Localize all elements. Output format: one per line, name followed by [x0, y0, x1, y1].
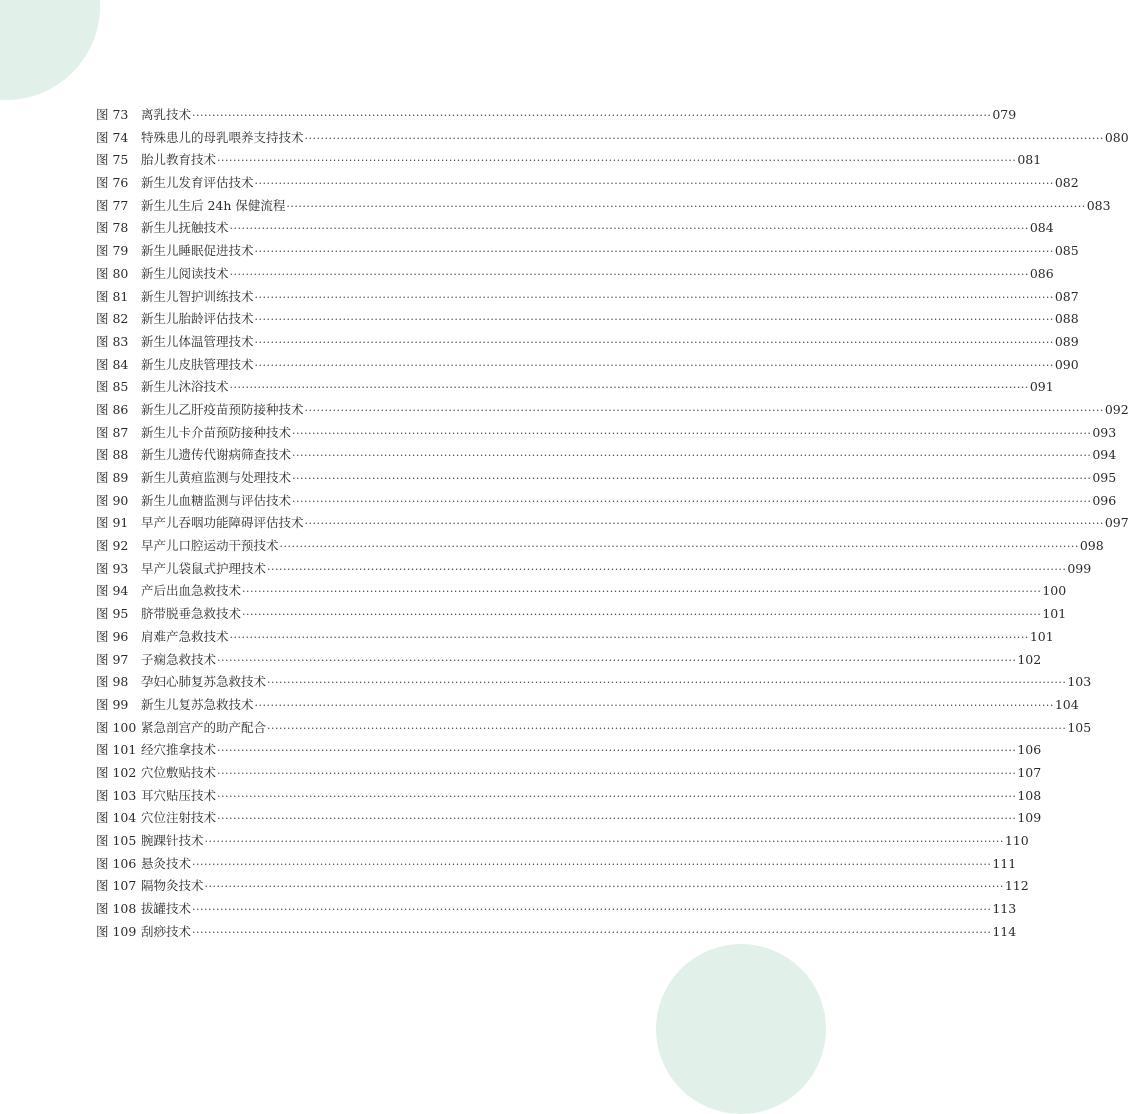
dot-leader: ········································································································································································································ — [267, 676, 1067, 690]
figure-number: 图 83 — [96, 333, 129, 349]
entry-title: 新生儿发育评估技术 — [141, 175, 254, 191]
dot-leader: ········································································································································································································ — [254, 358, 1054, 372]
entry-title: 胎儿教育技术 — [141, 152, 217, 168]
toc-entry[interactable] — [96, 308, 1079, 331]
dot-leader: ········································································································································································································ — [292, 494, 1092, 508]
entry-title: 新生儿体温管理技术 — [141, 333, 254, 349]
toc-entry[interactable] — [96, 286, 1079, 309]
entry-title: 穴位注射技术 — [141, 810, 217, 826]
dot-leader: ········································································································································································································ — [217, 812, 1017, 826]
entry-title: 隔物灸技术 — [141, 878, 204, 894]
page-number: 095 — [1092, 470, 1117, 485]
entry-title: 新生儿乙肝疫苗预防接种技术 — [141, 401, 304, 417]
entry-title: 腕踝针技术 — [141, 833, 204, 848]
page-number: 088 — [1054, 311, 1079, 327]
figure-number: 图 100 — [96, 719, 137, 735]
dot-leader: ········································································································································································································ — [192, 925, 992, 939]
page-number: 087 — [1054, 288, 1079, 304]
page-number: 094 — [1092, 447, 1117, 463]
page-number: 103 — [1067, 674, 1092, 690]
page-number: 102 — [1017, 651, 1042, 667]
toc-entry[interactable] — [96, 444, 1117, 467]
page-number: 093 — [1092, 424, 1117, 440]
figure-number: 图 107 — [96, 878, 137, 894]
page-number: 111 — [992, 855, 1017, 871]
dot-leader: ········································································································································································································ — [217, 766, 1017, 780]
dot-leader: ········································································································································································································ — [292, 449, 1092, 463]
page-number: 091 — [1029, 379, 1054, 395]
page-number: 086 — [1029, 265, 1054, 281]
figure-number: 图 98 — [96, 674, 129, 690]
entry-title: 子痫急救技术 — [141, 651, 217, 667]
figure-number: 图 93 — [96, 560, 129, 576]
figure-number: 图 96 — [96, 628, 129, 644]
figure-number: 图 82 — [96, 311, 129, 327]
decorative-circle-bottom-right — [656, 944, 826, 1114]
entry-title: 新生儿胎龄评估技术 — [141, 311, 254, 327]
toc-entry[interactable] — [96, 467, 1117, 490]
figure-number: 图 79 — [96, 243, 129, 259]
page-number: 106 — [1017, 742, 1042, 758]
figure-number: 图 91 — [96, 515, 129, 531]
page-number: 099 — [1067, 560, 1092, 576]
toc-entry[interactable] — [96, 490, 1117, 513]
page-number: 079 — [992, 107, 1017, 122]
page-number: 080 — [1104, 129, 1129, 145]
figure-number: 图 75 — [96, 152, 129, 168]
toc-entry[interactable] — [96, 739, 1042, 762]
dot-leader: ········································································································································································································ — [292, 426, 1092, 440]
page-number: 089 — [1054, 333, 1079, 349]
figure-number: 图 85 — [96, 379, 129, 395]
page-number: 098 — [1079, 538, 1104, 554]
figure-number: 图 88 — [96, 447, 129, 463]
toc-entry[interactable] — [96, 921, 1017, 944]
figure-number: 图 109 — [96, 923, 137, 939]
figure-number: 图 97 — [96, 651, 129, 667]
entry-title: 特殊患儿的母乳喂养支持技术 — [141, 129, 304, 145]
toc-entry[interactable] — [96, 354, 1079, 377]
toc-entry[interactable] — [96, 104, 1017, 127]
toc-entry[interactable] — [96, 603, 1067, 626]
dot-leader: ········································································································································································································ — [304, 517, 1104, 531]
toc-entry[interactable] — [96, 807, 1042, 830]
dot-leader: ········································································································································································································ — [254, 290, 1054, 304]
dot-leader: ········································································································································································································ — [267, 562, 1067, 576]
figure-number: 图 101 — [96, 742, 137, 758]
dot-leader: ········································································································································································································ — [217, 653, 1017, 667]
dot-leader: ········································································································································································································ — [204, 880, 1004, 894]
entry-title: 新生儿智护训练技术 — [141, 288, 254, 304]
page-number: 082 — [1054, 175, 1079, 191]
dot-leader: ········································································································································································································ — [254, 245, 1054, 259]
figure-number: 图 78 — [96, 220, 129, 236]
page-number: 112 — [1004, 878, 1029, 894]
figure-number: 图 106 — [96, 855, 137, 871]
figure-number: 图 74 — [96, 129, 129, 145]
page-number: 100 — [1042, 583, 1067, 599]
figure-number: 图 104 — [96, 810, 137, 826]
dot-leader: ········································································································································································································ — [304, 131, 1104, 145]
entry-title: 悬灸技术 — [141, 855, 192, 871]
toc-entry[interactable] — [96, 558, 1092, 581]
dot-leader: ········································································································································································································ — [242, 585, 1042, 599]
entry-title: 脐带脱垂急救技术 — [141, 606, 242, 622]
entry-title: 产后出血急救技术 — [141, 583, 242, 599]
entry-title: 拔罐技术 — [141, 901, 192, 917]
dot-leader: ········································································································································································································ — [217, 789, 1017, 803]
entry-title: 早产儿吞咽功能障碍评估技术 — [141, 515, 304, 531]
dot-leader: ········································································································································································································ — [192, 109, 992, 122]
toc-entry[interactable] — [96, 127, 1129, 150]
toc-entry[interactable] — [96, 263, 1054, 286]
toc-entry[interactable] — [96, 649, 1042, 672]
figure-number: 图 94 — [96, 583, 129, 599]
figure-number: 图 76 — [96, 175, 129, 191]
toc-entry[interactable] — [96, 694, 1079, 717]
dot-leader: ········································································································································································································ — [204, 835, 1004, 848]
page-number: 109 — [1017, 810, 1042, 826]
toc-entry[interactable] — [96, 626, 1054, 649]
dot-leader: ········································································································································································································ — [279, 540, 1079, 554]
toc-entry[interactable] — [96, 399, 1129, 422]
page-number: 084 — [1029, 220, 1054, 236]
dot-leader: ········································································································································································································ — [217, 744, 1017, 758]
toc-entry[interactable] — [96, 172, 1079, 195]
entry-title: 新生儿抚触技术 — [141, 220, 229, 236]
entry-title: 孕妇心肺复苏急救技术 — [141, 674, 267, 690]
toc-entry[interactable] — [96, 422, 1117, 445]
figure-number: 图 86 — [96, 401, 129, 417]
entry-title: 早产儿口腔运动干预技术 — [141, 538, 279, 554]
figure-number: 图 84 — [96, 356, 129, 372]
toc-entry[interactable] — [96, 898, 1017, 921]
toc-entry[interactable] — [96, 195, 1111, 218]
dot-leader: ········································································································································································································ — [229, 267, 1029, 281]
toc-entry[interactable] — [96, 149, 1042, 172]
toc-entry[interactable] — [96, 240, 1079, 263]
entry-title: 耳穴贴压技术 — [141, 787, 217, 803]
entry-title: 新生儿阅读技术 — [141, 265, 229, 281]
dot-leader: ········································································································································································································ — [229, 381, 1029, 395]
figure-number: 图 108 — [96, 901, 137, 917]
toc-entry[interactable] — [96, 762, 1042, 785]
entry-title: 新生儿黄疸监测与处理技术 — [141, 470, 292, 485]
entry-title: 新生儿复苏急救技术 — [141, 696, 254, 712]
entry-title: 经穴推拿技术 — [141, 742, 217, 758]
dot-leader: ········································································································································································································ — [254, 698, 1054, 712]
page-number: 096 — [1092, 492, 1117, 508]
page-number: 092 — [1104, 401, 1129, 417]
figure-number: 图 87 — [96, 424, 129, 440]
dot-leader: ········································································································································································································ — [229, 222, 1029, 236]
entry-title: 离乳技术 — [141, 107, 192, 122]
toc-entry[interactable] — [96, 331, 1079, 354]
figure-number: 图 105 — [96, 833, 137, 848]
entry-title: 肩难产急救技术 — [141, 628, 229, 644]
toc-entry[interactable] — [96, 535, 1104, 558]
dot-leader: ········································································································································································································ — [217, 154, 1017, 168]
toc-entry[interactable] — [96, 512, 1129, 535]
toc-entry[interactable] — [96, 853, 1017, 876]
figure-number: 图 103 — [96, 787, 137, 803]
entry-title: 刮痧技术 — [141, 923, 192, 939]
dot-leader: ········································································································································································································ — [304, 403, 1104, 417]
page-number: 104 — [1054, 696, 1079, 712]
dot-leader: ········································································································································································································ — [254, 177, 1054, 191]
entry-title: 新生儿沐浴技术 — [141, 379, 229, 395]
toc-entry[interactable] — [96, 376, 1054, 399]
page-number: 085 — [1054, 243, 1079, 259]
figure-number: 图 80 — [96, 265, 129, 281]
page-number: 114 — [992, 923, 1017, 939]
entry-title: 新生儿血糖监测与评估技术 — [141, 492, 292, 508]
dot-leader: ········································································································································································································ — [229, 630, 1029, 644]
page-number: 105 — [1067, 719, 1092, 735]
toc-entry[interactable] — [96, 217, 1054, 240]
entry-title: 新生儿卡介苗预防接种技术 — [141, 424, 292, 440]
page-number: 081 — [1017, 152, 1042, 168]
page-number: 101 — [1042, 606, 1067, 622]
dot-leader: ········································································································································································································ — [192, 857, 992, 871]
figure-number: 图 77 — [96, 197, 129, 213]
page-number: 107 — [1017, 764, 1042, 780]
toc-entry[interactable] — [96, 830, 1029, 853]
figure-number: 图 81 — [96, 288, 129, 304]
entry-title: 新生儿遗传代谢病筛查技术 — [141, 447, 292, 463]
dot-leader: ········································································································································································································ — [254, 335, 1054, 349]
entry-title: 新生儿皮肤管理技术 — [141, 356, 254, 372]
page-number: 101 — [1029, 628, 1054, 644]
figure-number: 图 99 — [96, 696, 129, 712]
decorative-circle-top-left — [0, 0, 100, 100]
page-number: 090 — [1054, 356, 1079, 372]
dot-leader: ········································································································································································································ — [292, 472, 1092, 485]
toc-entry[interactable] — [96, 671, 1092, 694]
dot-leader: ········································································································································································································ — [267, 721, 1067, 735]
dot-leader: ········································································································································································································ — [192, 903, 992, 917]
entry-title: 早产儿袋鼠式护理技术 — [141, 560, 267, 576]
entry-title: 新生儿生后 24h 保健流程 — [141, 197, 286, 213]
page-number: 108 — [1017, 787, 1042, 803]
toc-entry[interactable] — [96, 580, 1067, 603]
dot-leader: ········································································································································································································ — [286, 199, 1086, 213]
toc-entry[interactable] — [96, 717, 1092, 740]
entry-title: 紧急剖宫产的助产配合 — [141, 719, 267, 735]
figure-number: 图 89 — [96, 470, 129, 485]
page-number: 083 — [1086, 197, 1111, 213]
toc-entry[interactable] — [96, 785, 1042, 808]
page-number: 110 — [1004, 833, 1029, 848]
entry-title: 新生儿睡眠促进技术 — [141, 243, 254, 259]
dot-leader: ········································································································································································································ — [242, 608, 1042, 622]
figure-number: 图 92 — [96, 538, 129, 554]
figure-number: 图 90 — [96, 492, 129, 508]
toc-entry[interactable] — [96, 875, 1029, 898]
figure-number: 图 95 — [96, 606, 129, 622]
page-number: 097 — [1104, 515, 1129, 531]
figure-number: 图 102 — [96, 764, 137, 780]
figure-number: 图 73 — [96, 107, 129, 122]
figure-index-list — [96, 104, 1129, 943]
dot-leader: ········································································································································································································ — [254, 313, 1054, 327]
page-number: 113 — [992, 901, 1017, 917]
entry-title: 穴位敷贴技术 — [141, 764, 217, 780]
